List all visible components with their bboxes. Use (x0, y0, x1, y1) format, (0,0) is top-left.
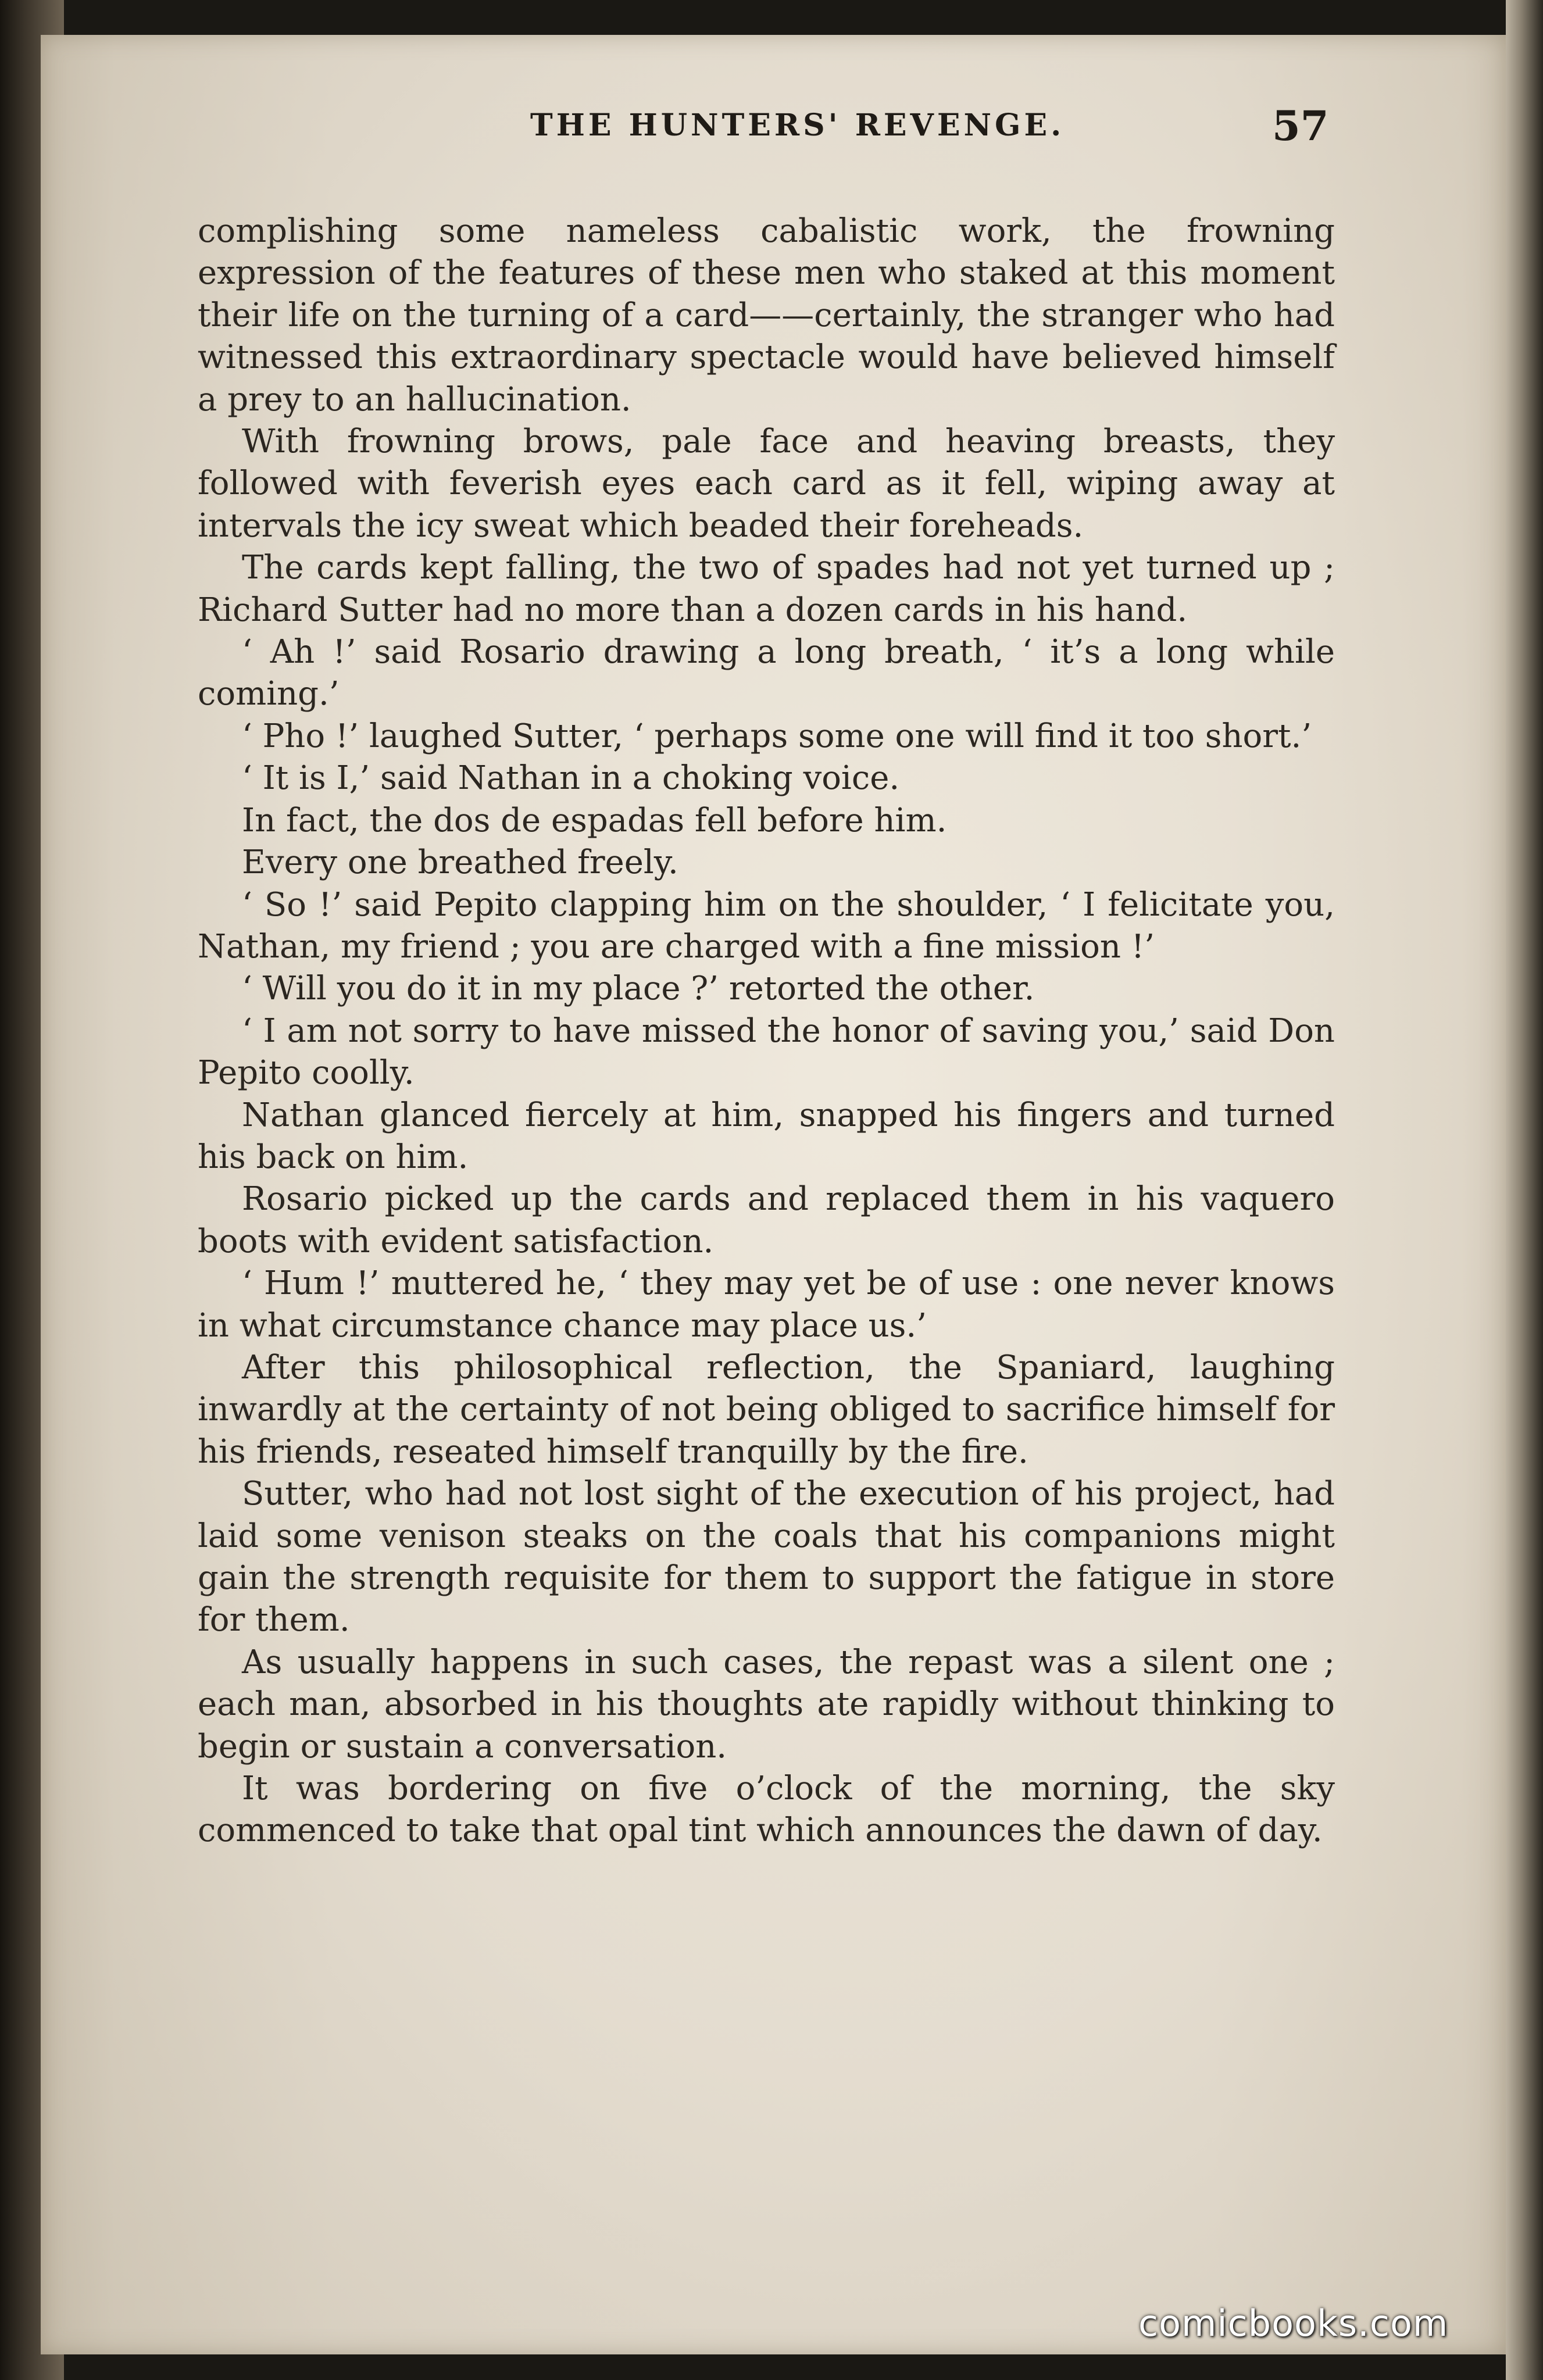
paragraph: Rosario picked up the cards and replaced them in his vaquero boots with evident satisfaction. (198, 1180, 1335, 1260)
paragraph: ‘ I am not sorry to have missed the honor of saving you,’ said Don Pepito coolly. (198, 1012, 1335, 1092)
paragraph: With frowning brows, pale face and heaving breasts, they followed with feverish eyes each card as it fell, wiping away at intervals the icy sweat which beaded their foreheads. (198, 423, 1335, 545)
body-text (198, 210, 1335, 1852)
paragraph: Sutter, who had not lost sight of the execution of his project, had laid some venison steaks on the coals that his companions might gain the strength requisite for them to support the fatigue in store for them. (198, 1475, 1335, 1639)
paragraph: As usually happens in such cases, the repast was a silent one ; each man, absorbed in his thoughts ate rapidly without thinking to begin or sustain a conversation. (198, 1643, 1335, 1766)
paragraph: Nathan glanced fiercely at him, snapped his fingers and turned his back on him. (198, 1096, 1335, 1176)
running-head: THE HUNTERS' REVENGE. (530, 108, 1065, 143)
paragraph: ‘ Hum !’ muttered he, ‘ they may yet be of use : one never knows in what circumstance chance may place us.’ (198, 1264, 1335, 1345)
site-watermark: comicbooks.com (1138, 2302, 1449, 2345)
paragraph: Every one breathed freely. (242, 844, 678, 882)
page-number: 57 (1272, 102, 1329, 150)
page-right-edge (1506, 0, 1543, 2380)
paragraph: ‘ Ah !’ said Rosario drawing a long breath, ‘ it’s a long while coming.’ (198, 633, 1335, 713)
page-header (0, 102, 1543, 154)
paragraph: In fact, the dos de espadas fell before him. (242, 801, 947, 839)
paragraph: ‘ It is I,’ said Nathan in a choking voice. (242, 759, 900, 798)
paragraph: After this philosophical reflection, the Spaniard, laughing inwardly at the certainty of not being obliged to sacrifice himself for his friends, reseated himself tranquilly by the fire. (198, 1348, 1335, 1471)
paragraph: ‘ Will you do it in my place ?’ retorted the other. (242, 970, 1035, 1008)
paragraph: It was bordering on five o’clock of the morning, the sky commenced to take that opal tint which announces the dawn of day. (198, 1770, 1335, 1850)
paragraph: ‘ Pho !’ laughed Sutter, ‘ perhaps some one will find it too short.’ (242, 717, 1312, 755)
paragraph: complishing some nameless cabalistic work, the frowning expression of the features of these men who staked at this moment their life on the turning of a card——certainly, the stranger who had witnessed this extraordinary spectacle would have believed himself a prey to an hallucination. (198, 212, 1335, 419)
paragraph: The cards kept falling, the two of spades had not yet turned up ; Richard Sutter had no more than a dozen cards in his hand. (198, 549, 1335, 629)
paragraph: ‘ So !’ said Pepito clapping him on the shoulder, ‘ I felicitate you, Nathan, my friend ; you are charged with a fine mission !’ (198, 885, 1335, 966)
